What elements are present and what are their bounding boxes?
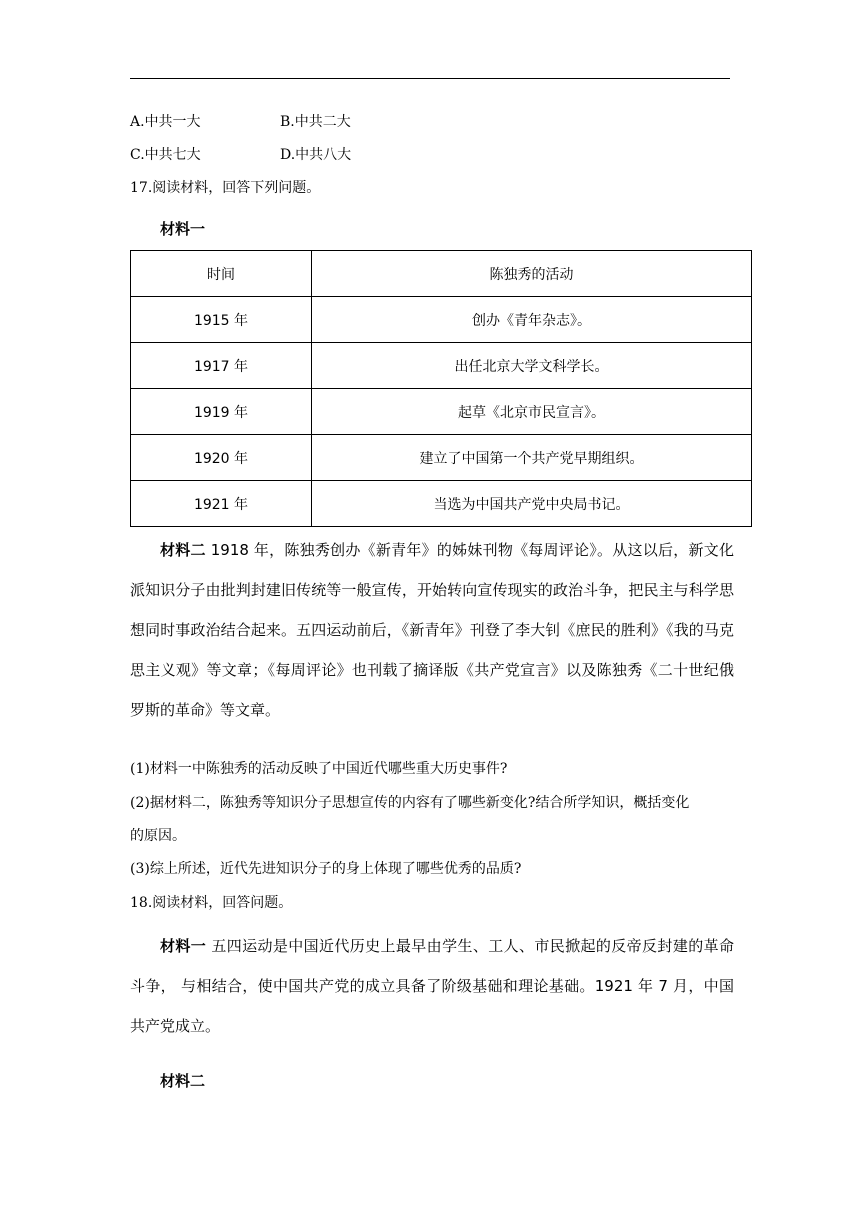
table-header-time: 时间	[131, 251, 312, 297]
activities-table	[130, 250, 752, 527]
table-cell-time: 1920 年	[131, 435, 312, 481]
table-row	[131, 481, 752, 527]
table-cell-activity: 当选为中国共产党中央局书记。	[312, 481, 752, 527]
table-row	[131, 389, 752, 435]
q18-material1	[130, 926, 734, 1046]
table-cell-activity: 起草《北京市民宣言》。	[312, 389, 752, 435]
q17-sub2-line1: (2)据材料二，陈独秀等知识分子思想宣传的内容有了哪些新变化?结合所学知识，概括变化	[130, 795, 690, 811]
q17-material2-text: 1918 年，陈独秀创办《新青年》的姊妹刊物《每周评论》。从这以后，新文化派知识分子由批判封建旧传统等一般宣传，开始转向宣传现实的政治斗争，把民主与科学思想同时事政治结合起来。五四运动前后，《新青年》刊登了李大钊《庶民的胜利》《我的马克思主义观》等文章；《每周评论》也刊载了摘译版《共产党宣言》以及陈独秀《二十世纪俄罗斯的革命》等文章。	[130, 541, 734, 719]
q17-material2-label: 材料二	[160, 541, 206, 559]
table-cell-time: 1917 年	[131, 343, 312, 389]
table-row	[131, 297, 752, 343]
table-cell-time: 1915 年	[131, 297, 312, 343]
q18-material1-text: 五四运动是中国近代历史上最早由学生、工人、市民掀起的反帝反封建的革命斗争， 与相结合，使中国共产党的成立具备了阶级基础和理论基础。1921 年 7 月，中国共产党成立。	[130, 937, 734, 1035]
option-a: A.中共一大	[130, 114, 201, 130]
table-cell-time: 1919 年	[131, 389, 312, 435]
table-header-row	[131, 251, 752, 297]
table-row	[131, 435, 752, 481]
q17-sub3: (3)综上所述，近代先进知识分子的身上体现了哪些优秀的品质?	[130, 861, 522, 877]
table-cell-activity: 建立了中国第一个共产党早期组织。	[312, 435, 752, 481]
q18-material2-label: 材料二	[160, 1072, 206, 1090]
option-d: D.中共八大	[280, 147, 352, 163]
option-b: B.中共二大	[280, 114, 351, 130]
q17-stem: 17.阅读材料，回答下列问题。	[130, 180, 321, 196]
header-rule	[130, 78, 730, 79]
table-cell-activity: 创办《青年杂志》。	[312, 297, 752, 343]
q17-material1-label: 材料一	[160, 220, 206, 238]
q17-sub1: (1)材料一中陈独秀的活动反映了中国近代哪些重大历史事件?	[130, 761, 508, 777]
q18-material1-label: 材料一	[160, 937, 207, 955]
option-c: C.中共七大	[130, 147, 201, 163]
table-header-activity: 陈独秀的活动	[312, 251, 752, 297]
q17-sub2-line2: 的原因。	[130, 828, 186, 844]
q18-stem: 18.阅读材料，回答问题。	[130, 895, 293, 911]
table-row	[131, 343, 752, 389]
q17-material2	[130, 530, 734, 730]
table-cell-activity: 出任北京大学文科学长。	[312, 343, 752, 389]
table-cell-time: 1921 年	[131, 481, 312, 527]
